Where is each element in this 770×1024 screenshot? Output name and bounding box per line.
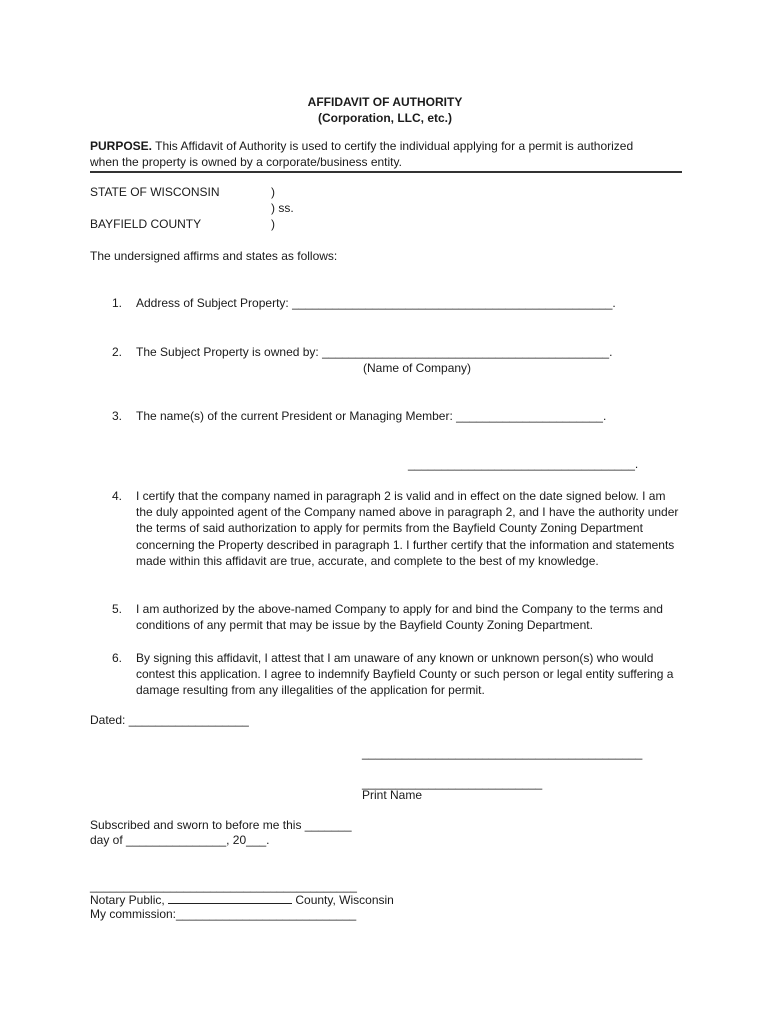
purpose-label: PURPOSE. [90,139,153,153]
print-name-line[interactable]: ___________________________ [362,776,543,790]
item-number-1: 1. [112,296,123,310]
item-note-company: (Name of Company) [363,361,472,375]
print-name-label: Print Name [362,788,423,802]
notary-county-blank[interactable] [168,891,292,904]
day-of-line: day of _______________, 20___. [90,833,270,847]
notary-county-label: County, Wisconsin [292,893,394,907]
venue-state: STATE OF WISCONSIN [90,185,220,199]
item-text-4: I certify that the company named in paragraph 2 is valid and in effect on the date signed below. I am the duly appointed agent of the Company named above in paragraph 2, and I have the authority under the terms of said authorization to apply for permits from the Bayfield County Zoning Department concerning the Property described in paragraph 1. I further certify that the information and statements made within this affidavit are true, accurate, and complete to the best of my knowledge. [136,489,679,568]
section-divider [90,171,682,173]
venue-paren-2: ) [271,217,275,231]
purpose-line-2: when the property is owned by a corporate/business entity. [90,155,402,169]
intro-statement: The undersigned affirms and states as follows: [90,249,338,263]
item-number-5: 5. [112,602,123,616]
dated-field[interactable]: Dated: __________________ [90,713,249,727]
item-number-6: 6. [112,651,123,665]
subscribed-line: Subscribed and sworn to before me this _______ [90,818,352,832]
notary-public-label: Notary Public, [90,893,169,907]
notary-signature-line[interactable]: ________________________________________ [90,879,357,893]
venue-ss: ) ss. [271,201,294,215]
commission-line[interactable]: My commission:___________________________ [90,907,357,921]
document-title: AFFIDAVIT OF AUTHORITY [307,95,463,109]
document-subtitle: (Corporation, LLC, etc.) [318,111,452,125]
signature-line[interactable]: __________________________________________ [362,746,643,760]
item-text-6: By signing this affidavit, I attest that I am unaware of any known or unknown person(s) who would contest this application. I agree to indemnify Bayfield County or such person or legal entity suffering a damage resulting from any illegalities of the application for permit. [136,651,674,698]
purpose-text-1: This Affidavit of Authority is used to certify the individual applying for a permit is authorized [152,139,634,153]
item-text-2: The Subject Property is owned by: ___________________________________________. [136,345,613,359]
venue-county: BAYFIELD COUNTY [90,217,202,231]
item-number-2: 2. [112,345,123,359]
item-extra-line-3: __________________________________. [408,457,639,471]
item-text-3: The name(s) of the current President or Managing Member: ______________________. [136,409,607,423]
purpose-line-1 [90,138,633,154]
item-number-3: 3. [112,409,123,423]
item-number-4: 4. [112,489,123,503]
item-text-1: Address of Subject Property: ________________________________________________. [136,296,616,310]
venue-paren-1: ) [271,185,275,199]
item-text-5: I am authorized by the above-named Company to apply for and bind the Company to the terms and conditions of any permit that may be issue by the Bayfield County Zoning Department. [136,602,663,633]
